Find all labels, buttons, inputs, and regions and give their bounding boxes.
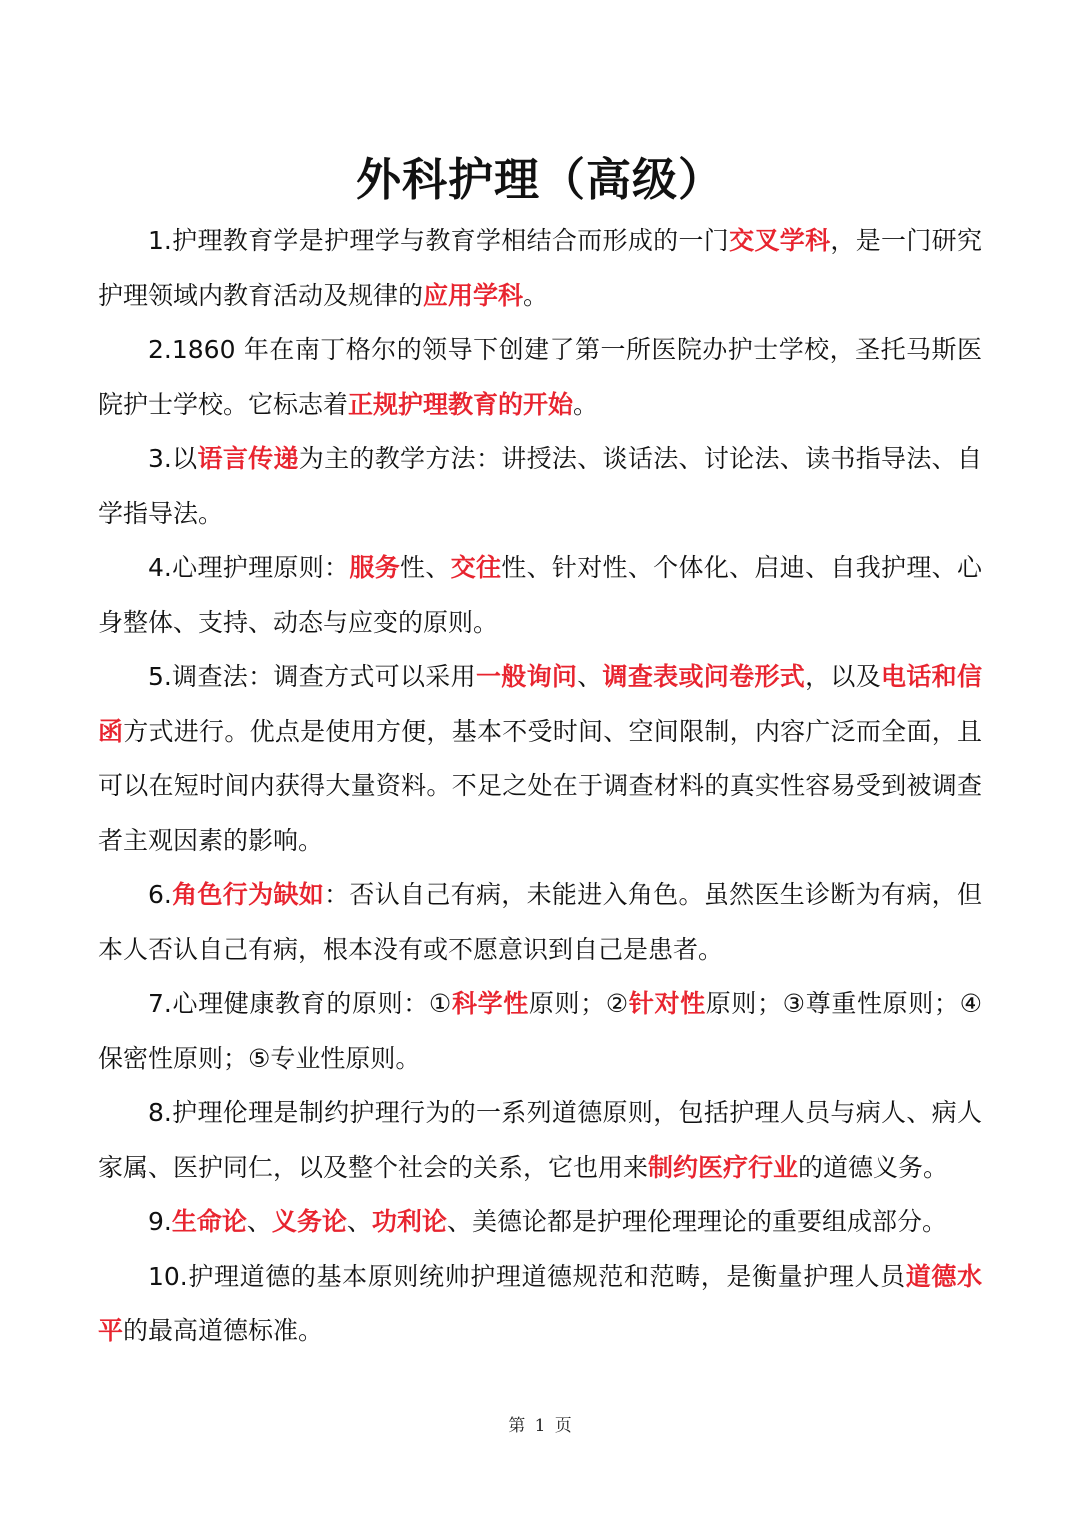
paragraph-text: 7.心理健康教育的原则：① (148, 989, 452, 1018)
paragraph-6 (98, 868, 982, 977)
highlighted-term: 一般询问 (475, 662, 578, 691)
highlighted-term: 义务论 (271, 1207, 347, 1236)
paragraph-10 (98, 1250, 982, 1359)
highlighted-term: 电话和信函 (98, 662, 982, 746)
paragraph-text: 方式进行。优点是使用方便，基本不受时间、空间限制，内容广泛而全面，且可以在短时间内获得大量资料。不足之处在于调查材料的真实性容易受到被调查者主观因素的影响。 (98, 716, 982, 855)
highlighted-term: 道德水平 (98, 1261, 982, 1345)
highlighted-term: 应用学科 (423, 280, 524, 310)
highlighted-term: 正规护理教育的开始 (348, 389, 574, 419)
paragraph-1 (98, 214, 982, 323)
paragraph-text: 8.护理伦理是制约护理行为的一系列道德原则，包括护理人员与病人、病人家属、医护同仁，以及整个社会的关系，它也用来 (98, 1098, 982, 1182)
paragraph-text: 、 (346, 1207, 372, 1236)
page-number: 第 1 页 (508, 1416, 572, 1436)
paragraph-text: 、 (577, 662, 603, 691)
highlighted-term: 针对性 (628, 989, 706, 1018)
paragraph-text: 4.心理护理原则： (148, 553, 350, 582)
paragraph-text: ：否认自己有病，未能进入角色。虽然医生诊断为有病，但本人否认自己有病，根本没有或不愿意识到自己是患者。 (98, 880, 982, 964)
paragraph-text: 、美德论都是护理伦理理论的重要组成部分。 (446, 1207, 947, 1236)
paragraph-text: 原则；③尊重性原则；④保密性原则；⑤专业性原则。 (98, 989, 982, 1073)
paragraph-text: 的道德义务。 (798, 1152, 949, 1182)
paragraph-text: 。 (523, 280, 549, 310)
highlighted-term: 服务 (349, 553, 401, 582)
paragraph-4 (98, 541, 982, 650)
paragraph-text: 性、 (400, 553, 451, 582)
paragraph-text: 2.1860 年在南丁格尔的领导下创建了第一所医院办护士学校，圣托马斯医院护士学校。它标志着 (98, 335, 982, 419)
highlighted-term: 生命论 (171, 1207, 247, 1236)
paragraph-text: 。 (573, 389, 599, 419)
paragraph-text: 原则；② (528, 989, 629, 1018)
paragraph-text: 为主的教学方法：讲授法、谈话法、讨论法、读书指导法、自学指导法。 (98, 444, 982, 528)
paragraph-text: ，以及 (805, 662, 882, 691)
paragraph-text: 性、针对性、个体化、启迪、自我护理、心身整体、支持、动态与应变的原则。 (98, 553, 982, 637)
paragraph-7 (98, 977, 982, 1086)
paragraph-text: 10.护理道德的基本原则统帅护理道德规范和范畴，是衡量护理人员 (148, 1261, 906, 1291)
paragraph-text: 9. (148, 1207, 172, 1236)
highlighted-term: 科学性 (451, 989, 529, 1018)
paragraph-3 (98, 432, 982, 541)
highlighted-term: 角色行为缺如 (171, 880, 325, 909)
paragraph-text: 5.调查法：调查方式可以采用 (148, 662, 476, 691)
paragraph-text: 1.护理教育学是护理学与教育学相结合而形成的一门 (148, 226, 730, 255)
paragraph-text: 6. (148, 880, 172, 909)
paragraph-text: 的最高道德标准。 (123, 1316, 324, 1345)
highlighted-term: 制约医疗行业 (648, 1152, 799, 1182)
highlighted-term: 语言传递 (197, 444, 299, 473)
paragraph-text: ，是一门研究护理领域内教育活动及规律的 (98, 226, 982, 310)
highlighted-term: 功利论 (371, 1207, 447, 1236)
paragraph-9 (98, 1195, 982, 1250)
paragraph-text: 、 (246, 1207, 272, 1236)
paragraph-8 (98, 1086, 982, 1195)
highlighted-term: 交往 (450, 553, 502, 582)
document-body (98, 214, 982, 1359)
highlighted-term: 调查表或问卷形式 (602, 662, 806, 691)
document-title: 外科护理（高级） (355, 153, 724, 206)
paragraph-5 (98, 650, 982, 868)
paragraph-2 (98, 323, 982, 432)
paragraph-text: 3.以 (148, 444, 198, 473)
highlighted-term: 交叉学科 (729, 226, 831, 255)
